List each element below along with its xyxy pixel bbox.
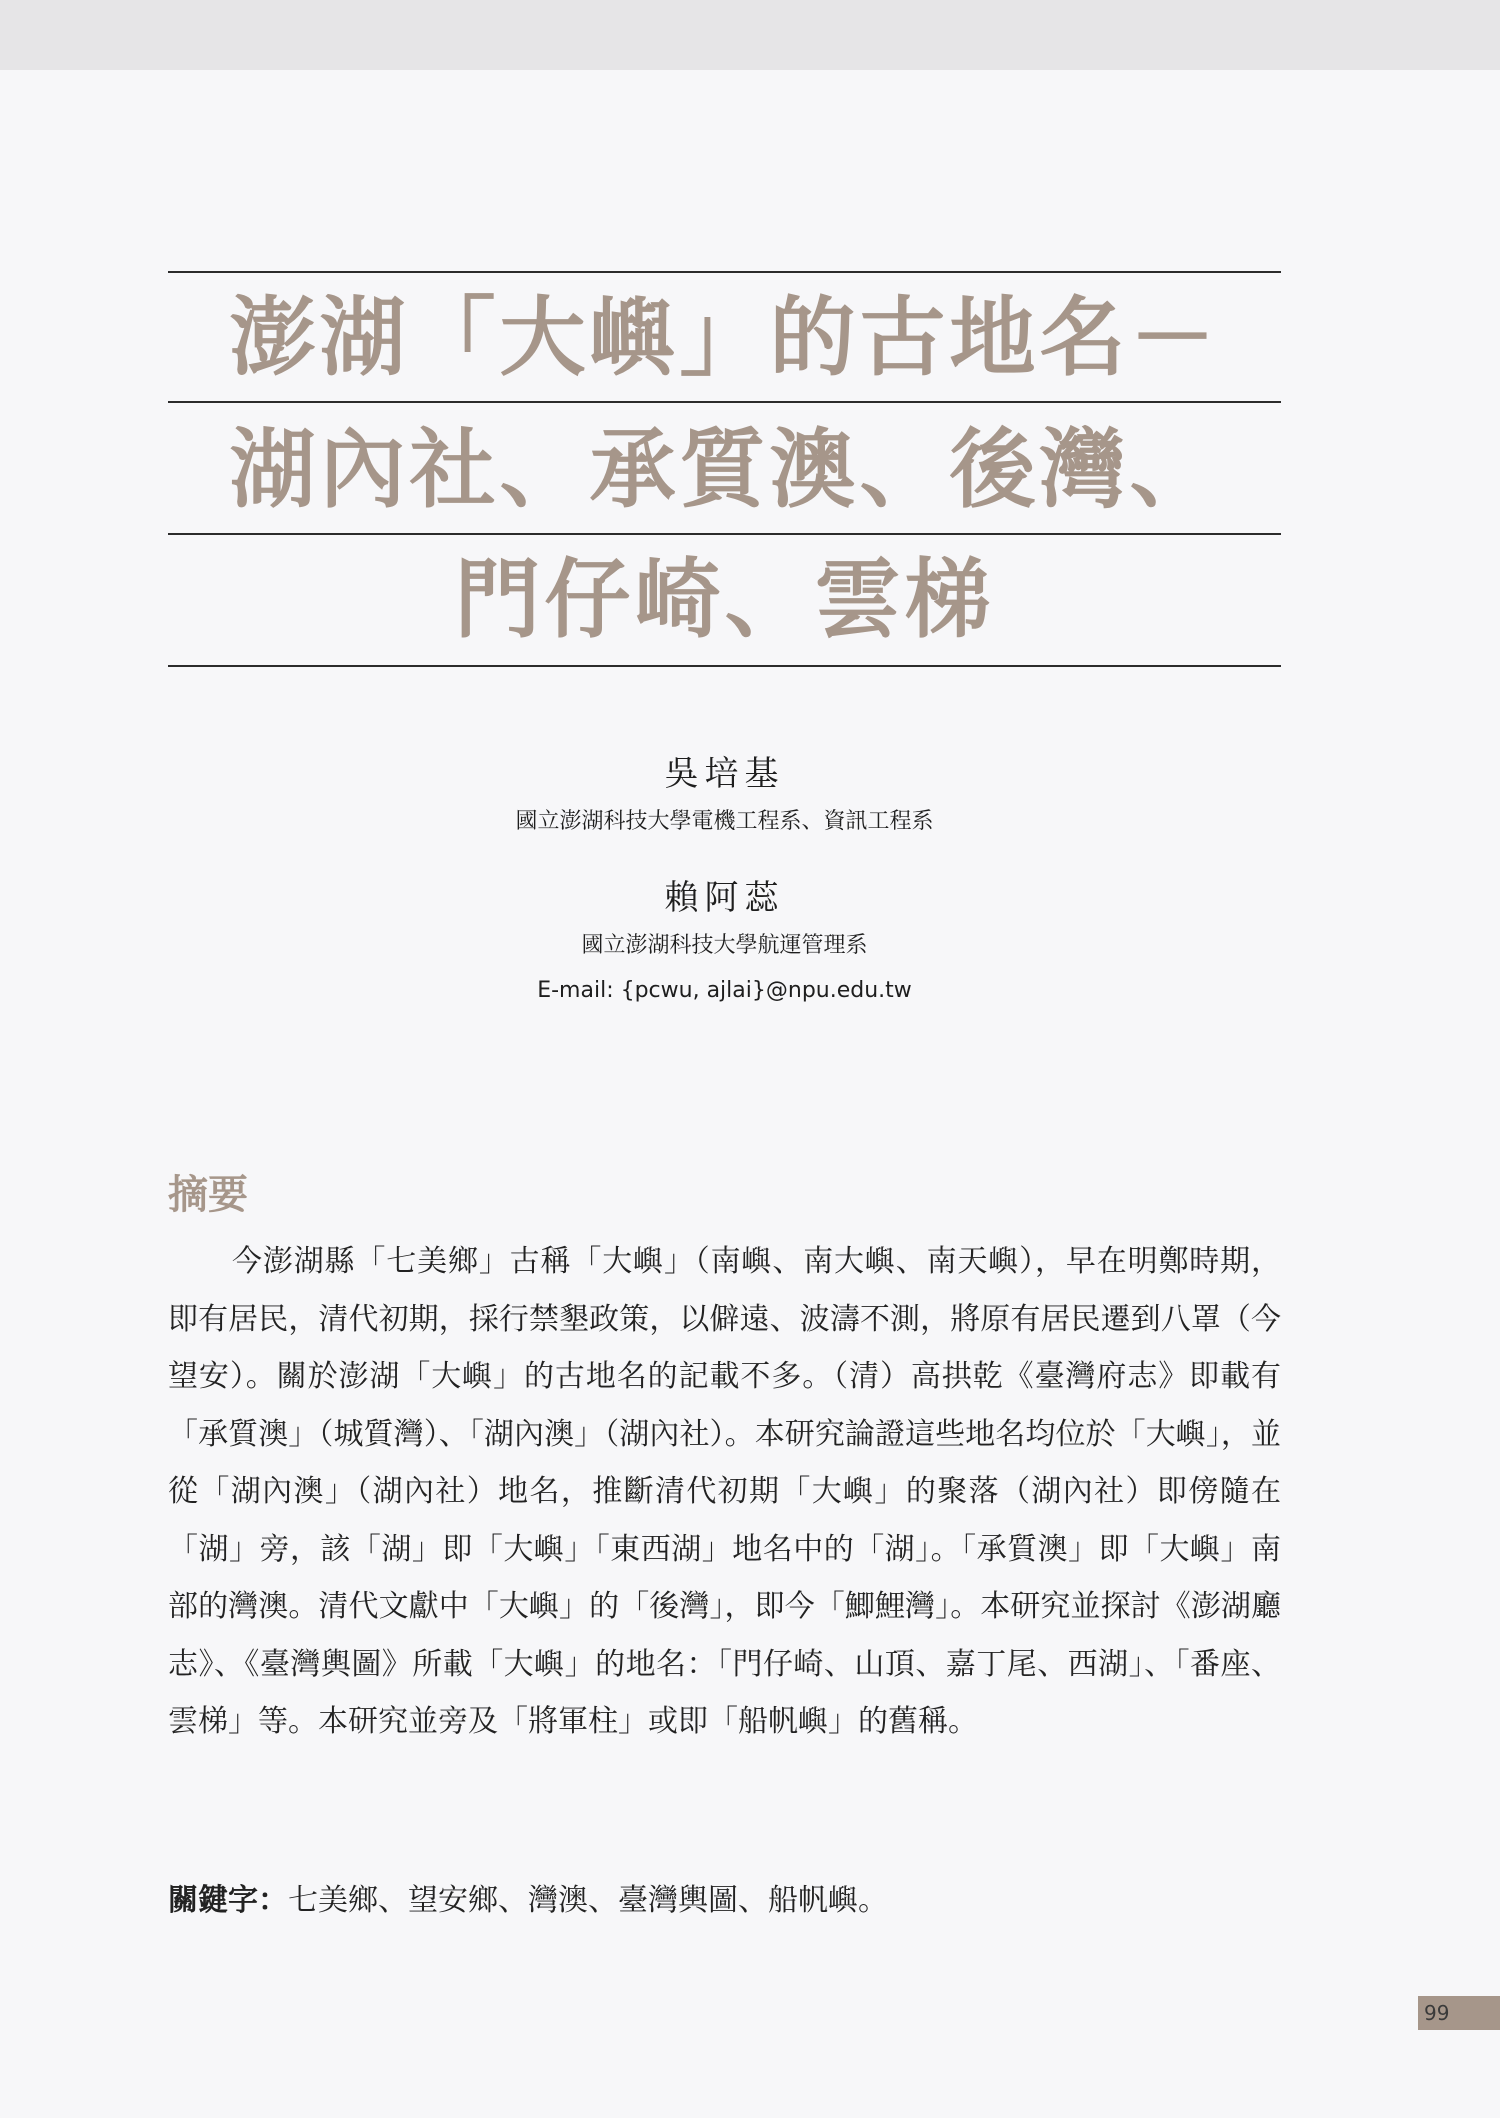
title-rule-2 [168,533,1281,535]
author-affiliation-1: 國立澎湖科技大學電機工程系、資訊工程系 [515,809,934,834]
title-rule-bottom [168,665,1281,667]
title-line-2: 湖內社、承質澳、後灣、 [229,419,1220,520]
abstract-body: 今澎湖縣「七美鄉」古稱「大嶼」（南嶼、南大嶼、南天嶼），早在明鄭時期，即有居民，清代初期，採行禁墾政策，以僻遠、波濤不測，將原有居民遷到八罩（今望安）。關於澎湖「大嶼」的古地名的記載不多。（清）高拱乾《臺灣府志》即載有「承質澳」（城質灣）、「湖內澳」（湖內社）。本研究論證這些地名均位於「大嶼」，並從「湖內澳」（湖內社）地名，推斷清代初期「大嶼」的聚落（湖內社）即傍隨在「湖」旁，該「湖」即「大嶼」「東西湖」地名中的「湖」。「承質澳」即「大嶼」南部的灣澳。清代文獻中「大嶼」的「後灣」，即今「鯽鯉灣」。本研究並探討《澎湖廳志》、《臺灣輿圖》所載「大嶼」的地名：「門仔崎、山頂、嘉丁尾、西湖」、「番座、雲梯」等。本研究並旁及「將軍柱」或即「船帆嶼」的舊稱。 [168,1244,1281,1739]
author-name-2: 賴阿蕊 [664,878,785,918]
page-number: 99 [1424,2001,1450,2025]
author-email: E-mail: {pcwu, ajlai}@npu.edu.tw [537,978,912,1003]
title-line-1: 澎湖「大嶼」的古地名－ [229,287,1220,388]
title-rule-top [168,271,1281,273]
title-line-3: 門仔崎、雲梯 [454,549,995,650]
author-affiliation-2: 國立澎湖科技大學航運管理系 [581,933,868,958]
keywords [168,1876,1281,1926]
author-name-1: 吳培基 [664,754,785,794]
title-rule-1 [168,401,1281,403]
keywords-label: 關鍵字： [168,1883,288,1918]
abstract-heading: 摘要 [168,1172,248,1218]
scan-border [0,0,1500,70]
keywords-text: 七美鄉、望安鄉、灣澳、臺灣輿圖、船帆嶼。 [288,1883,888,1918]
